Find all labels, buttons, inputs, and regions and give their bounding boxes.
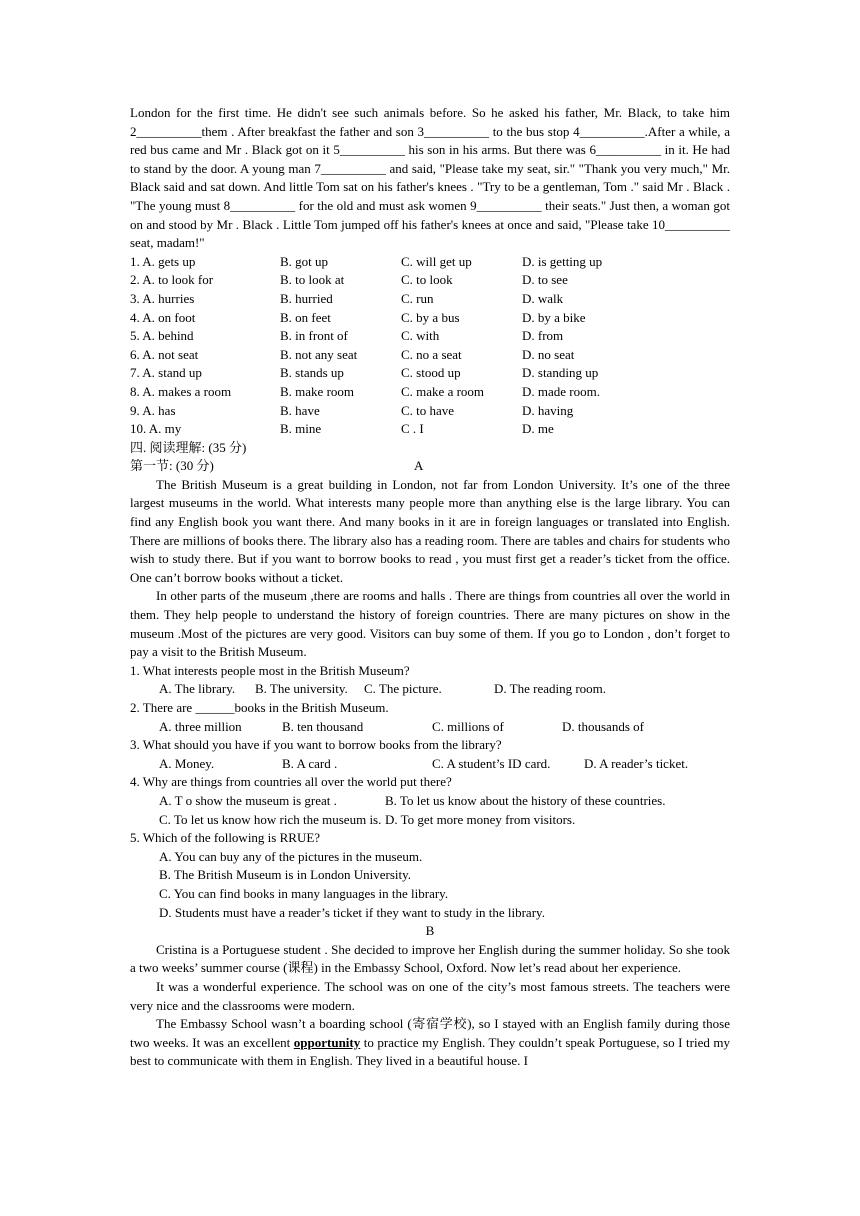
option-a: 9. A. has bbox=[130, 402, 176, 418]
option-d: D. is getting up bbox=[522, 253, 603, 269]
option-a: 3. A. hurries bbox=[130, 290, 195, 306]
option-c: C. will get up bbox=[401, 253, 472, 269]
option-c: C. stood up bbox=[401, 365, 461, 381]
option-a: A. The library. bbox=[159, 681, 236, 697]
option-row bbox=[130, 402, 730, 421]
option-d: D. The reading room. bbox=[494, 681, 607, 697]
question-options bbox=[130, 792, 730, 829]
option-c: C. no a seat bbox=[401, 346, 462, 362]
option-c: C. make a room bbox=[401, 383, 485, 399]
passage-a-paragraph-2: In other parts of the museum ,there are rooms and halls . There are things from countries all over the world in them. They help people to understand the history of foreign countries. There are many pictures on show in the museum .Most of the pictures are very good. Visitors can buy some of them. If you go to London , don’t forget to pay a visit to the British Museum. bbox=[130, 588, 730, 660]
underlined-word: opportunity bbox=[293, 1034, 361, 1050]
option-b: B. hurried bbox=[280, 290, 333, 306]
question-stem: 4. Why are things from countries all over the world put there? bbox=[130, 774, 452, 790]
option-a: 10. A. my bbox=[130, 421, 182, 437]
option-a: A. T o show the museum is great . bbox=[159, 792, 337, 808]
option-c: C. You can find books in many languages in the library. bbox=[159, 885, 449, 901]
option-b: B. stands up bbox=[280, 365, 344, 381]
option-a: A. Money. bbox=[159, 755, 215, 771]
option-c: C. run bbox=[401, 290, 434, 306]
passage-label: A bbox=[414, 458, 424, 474]
option-b: B. to look at bbox=[280, 272, 345, 288]
option-d: D. by a bike bbox=[522, 309, 586, 325]
question-stem: 2. There are ______books in the British Museum. bbox=[130, 700, 389, 715]
option-b: B. in front of bbox=[280, 328, 348, 344]
passage-b-paragraph-2: It was a wonderful experience. The school was on one of the city’s most famous streets. The teachers were very nice and the classrooms were modern. bbox=[130, 978, 730, 1013]
option-b: B. The university. bbox=[255, 681, 348, 697]
option-row bbox=[130, 290, 730, 309]
option-c: C. millions of bbox=[432, 718, 504, 734]
option-b: B. To let us know about the history of these countries. bbox=[385, 792, 666, 808]
option-b: B. A card . bbox=[282, 755, 338, 771]
option-c: C. To let us know how rich the museum is. bbox=[159, 811, 382, 827]
passage-label: B bbox=[425, 923, 435, 939]
exam-page bbox=[130, 104, 730, 1071]
option-c: C. A student’s ID card. bbox=[432, 755, 551, 771]
option-a: 2. A. to look for bbox=[130, 272, 214, 288]
part-heading-row bbox=[130, 457, 730, 476]
option-row bbox=[130, 271, 730, 290]
option-b: B. on feet bbox=[280, 309, 331, 325]
option-a: 6. A. not seat bbox=[130, 346, 199, 362]
option-b: B. ten thousand bbox=[282, 718, 364, 734]
option-row bbox=[130, 383, 730, 402]
paragraph-text: The Embassy School wasn’t a boarding school (寄宿学校), so I stayed with an English family during those two weeks. It was an excellent bbox=[130, 1016, 730, 1050]
passage-b-paragraph-3 bbox=[130, 1015, 730, 1071]
option-d: D. walk bbox=[522, 290, 564, 306]
part-heading: 第一节: (30 分) bbox=[130, 458, 214, 474]
option-a: 1. A. gets up bbox=[130, 253, 196, 269]
option-b: B. make room bbox=[280, 383, 355, 399]
question-options bbox=[130, 680, 730, 699]
option-c: C. to look bbox=[401, 272, 453, 288]
option-a: 4. A. on foot bbox=[130, 309, 196, 325]
option-d: D. A reader’s ticket. bbox=[584, 755, 689, 771]
option-b: B. have bbox=[280, 402, 320, 418]
paragraph-text: to practice my English. They couldn’t speak Portuguese, so I tried my best to communicate with them in English. They lived in a beautiful house. I bbox=[130, 1034, 730, 1069]
question-stem: 5. Which of the following is RRUE? bbox=[130, 830, 321, 846]
option-c: C. with bbox=[401, 328, 440, 344]
option-d: D. made room. bbox=[522, 383, 600, 399]
cloze-passage: London for the first time. He didn't see such animals before. So he asked his father, Mr. Black, to take him 2__________them . After breakfast the father and son 3__________ to the bus stop 4__________.After a while, a red bus came and Mr . Black got on it 5__________ his son in his arms. But there was 6__________ in it. He had to stand by the door. A young man 7__________ and said, "Please take my seat, sir." "Thank you very much," Mr. Black said and sat down. And little Tom sat on his father's knees . "Try to be a gentleman, Tom ." said Mr . Black . "The young must 8__________ for the old and must ask women 9__________ their seats." Just then, a woman got on and stood by Mr . Black . Little Tom jumped off his father's knees at once and said, "Please take 10__________ seat, madam!" bbox=[130, 105, 730, 251]
passage-a-paragraph-1: The British Museum is a great building in London, not far from London University. It’s one of the three largest museums in the world. What interests many people more than anything else is the large library. You can find any English book you want there. And many books in it are in foreign languages or translated into English. There are millions of books there. The library also has a reading room. There are tables and chairs for students who wish to study there. But if you want to borrow books to read , you must first get a reader’s ticket from the office. One can’t borrow books without a ticket. bbox=[130, 476, 730, 585]
option-c: C. The picture. bbox=[364, 681, 442, 697]
option-b: B. not any seat bbox=[280, 346, 358, 362]
option-d: D. to see bbox=[522, 272, 568, 288]
option-row bbox=[130, 253, 730, 272]
option-row bbox=[130, 420, 730, 439]
option-d: D. standing up bbox=[522, 365, 599, 381]
passage-b-paragraph-1: Cristina is a Portuguese student . She decided to improve her English during the summer holiday. So she took a two weeks’ summer course (课程) in the Embassy School, Oxford. Now let’s read about her experience. bbox=[130, 941, 730, 976]
option-d: D. no seat bbox=[522, 346, 575, 362]
question-options bbox=[130, 755, 730, 774]
option-a: 7. A. stand up bbox=[130, 365, 202, 381]
option-b: B. got up bbox=[280, 253, 329, 269]
option-b: B. mine bbox=[280, 421, 322, 437]
question-stem: 3. What should you have if you want to borrow books from the library? bbox=[130, 737, 502, 753]
option-d: D. Students must have a reader’s ticket if they want to study in the library. bbox=[159, 904, 545, 920]
option-row bbox=[130, 346, 730, 365]
option-d: D. To get more money from visitors. bbox=[385, 811, 576, 827]
option-d: D. from bbox=[522, 328, 564, 344]
question-options bbox=[130, 718, 730, 737]
option-d: D. me bbox=[522, 421, 554, 437]
option-a: 5. A. behind bbox=[130, 328, 194, 344]
option-c: C. by a bus bbox=[401, 309, 460, 325]
section-heading: 四. 阅读理解: (35 分) bbox=[130, 439, 247, 455]
question-stem: 1. What interests people most in the British Museum? bbox=[130, 662, 410, 678]
option-a: 8. A. makes a room bbox=[130, 383, 232, 399]
option-row bbox=[130, 364, 730, 383]
option-d: D. having bbox=[522, 402, 574, 418]
option-c: C. to have bbox=[401, 402, 455, 418]
option-d: D. thousands of bbox=[562, 718, 644, 734]
option-row bbox=[130, 309, 730, 328]
option-row bbox=[130, 327, 730, 346]
option-b: B. The British Museum is in London University. bbox=[159, 867, 412, 883]
cloze-options bbox=[130, 253, 730, 439]
option-a: A. three million bbox=[159, 718, 242, 734]
option-a: A. You can buy any of the pictures in the museum. bbox=[159, 848, 423, 864]
option-c: C . I bbox=[401, 421, 424, 437]
